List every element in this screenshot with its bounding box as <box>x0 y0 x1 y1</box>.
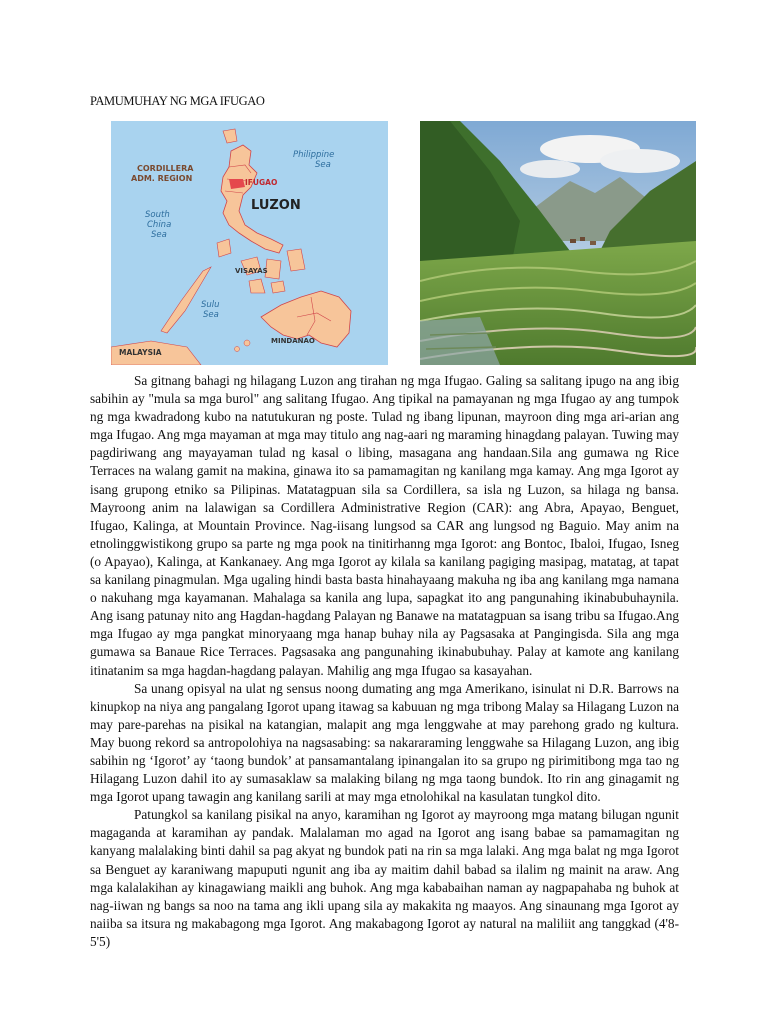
map-label-luzon: LUZON <box>251 198 301 213</box>
map-label-china: China <box>147 220 172 230</box>
map-label-ifugao: IFUGAO <box>245 178 278 187</box>
map-label-sea-2: Sea <box>151 230 167 240</box>
document-title: PAMUMUHAY NG MGA IFUGAO <box>90 94 265 108</box>
map-label-visayas: VISAYAS <box>235 267 268 275</box>
map-label-south: South <box>145 210 170 220</box>
map-label-sea-1: Sea <box>315 160 331 170</box>
rice-terraces-photo <box>420 121 696 365</box>
map-label-adm-region: ADM. REGION <box>131 174 193 183</box>
map-label-mindanao: MINDANAO <box>271 337 315 345</box>
paragraph-1: Sa gitnang bahagi ng hilagang Luzon ang tirahan ng mga Ifugao. Galing sa salitang ipugo na ang ibig sabihin ay "mula sa mga burol" ang salitang Ifugao. Ang tipikal na pamayanan ng mga Ifugao ay ang tumpok ng mga kwadradong kubo na natutukuran ng poste. Tulad ng ibang lipunan, mayroon ding mga ari-arian ang mga Ifugao. Ang mga mayaman at mga may titulo ang nag-aari ng maraming hinagdang palayan. Tuwing may pagdiriwang ang mayayaman tulad ng kasal o libing, masagana ang handaan.Sila ang gumawa ng Rice Terraces na walang gamit na makina, ginawa ito sa pamamagitan ng kanilang mga kamay. Ang mga Igorot ay isang grupong etniko sa Pilipinas. Matatagpuan sila sa Cordillera, sa isla ng Luzon, sa hilaga ng bansa. Mayroong anim na lalawigan sa Cordillera Administrative Region (CAR): ang Abra, Apayao, Benguet, Ifugao, Kalinga, at Mountain Province. Nag-iisang lungsod sa CAR ang lungsod ng Baguio. May anim na etnolinggwistikong grupo sa parte ng mga pook na tinitirhanng mga Igorot: ang Bontoc, Ibaloi, Ifugao, Isneg (o Apayao), Kalinga, at Kankanaey. Ang mga Igorot ay kilala sa kanilang pagiging masipag, matatag, at tapat sa kanilang pinagmulan. Mga ugaling hindi basta basta hinahayaang makuha ng iba ang kanilang mga namana o nakuhang mga kayamanan. Mahalaga sa kanila ang lupa, sapagkat ito ang pangunahing ikinabubuhaynila. Ang isang patunay nito ang Hagdan-hagdang Palayan ng Banawe na matatagpuan sa isang tribu sa Ifugao.Ang mga Ifugao ay mga pangkat minoryaang mga hanap buhay nila ay Pagsasaka at Pangingisda. Sila ang mga gumawa sa Banaue Rice Terraces. Pagsasaka ang pangunahing ikinabubuhay. Palay at kamote ang kanilang itinatanim sa mga hagdan-hagdang palayan. Mahilig ang mga Ifugao sa kasayahan. <box>90 373 679 678</box>
document-body <box>90 372 679 951</box>
map-label-cordillera: CORDILLERA <box>137 164 194 173</box>
philippines-map <box>111 121 388 365</box>
map-label-malaysia: MALAYSIA <box>119 348 162 357</box>
paragraph-3: Patungkol sa kanilang pisikal na anyo, karamihan ng Igorot ay mayroong mga matang bilugan ngunit magaganda at karamihan ay pandak. Malalaman mo agad na Igorot ang isang babae sa pamamagitan ng kanyang malalaking binti dahil sa pag akyat ng bundok pati na rin sa mga lalaki. Ang mga balat ng mga Igorot sa Benguet ay karaniwang mapuputi ngunit ang iba ay maitim dahil babad sa ilalim ng mainit na araw. Ang mga kalalakihan ay kinagawiang maikli ang buhok. Ang mga kababaihan naman ay nagpapahaba ng buhok at nag-iiwan ng bangs sa noo na tama ang ikli upang sila ay makakita ng maayos. Ang sinaunang mga Igorot ay naiiba sa itsura ng makabagong mga Igorot. Ang makabagong Igorot ay natural na maliliit ang tanggkad (4'8-5'5) <box>90 807 679 949</box>
map-label-philippine: Philippine <box>293 150 335 160</box>
paragraph-2: Sa unang opisyal na ulat ng sensus noong dumating ang mga Amerikano, isinulat ni D.R. Barrows na kinupkop na niya ang pangalang Igorot upang itawag sa kabuuan ng mga tribong Malay sa Hilagang Luzon na may pare-parehas na pisikal na katangian, malapit ang mga lenggwahe at may parehong grado ng kultura. May buong rekord sa antropolohiya na nagsasabing: sa nakararaming lenggwahe sa Hilagang Luzon, ang ibig sabihin ng ‘Igorot’ ay ‘taong bundok’ at pansamantalang ipinangalan ito sa grupo ng pirimitibong mga tao ng Hilagang Luzon dahil ito ay sumasaklaw sa malaking bilang ng mga taong bundok. Ito rin ang ginagamit ng mga Igorot upang tawagin ang kanilang sarili at may mga etnolohikal na kasulatan tungkol dito. <box>90 680 679 805</box>
map-label-sea-3: Sea <box>203 310 219 320</box>
map-label-sulu: Sulu <box>201 300 220 310</box>
